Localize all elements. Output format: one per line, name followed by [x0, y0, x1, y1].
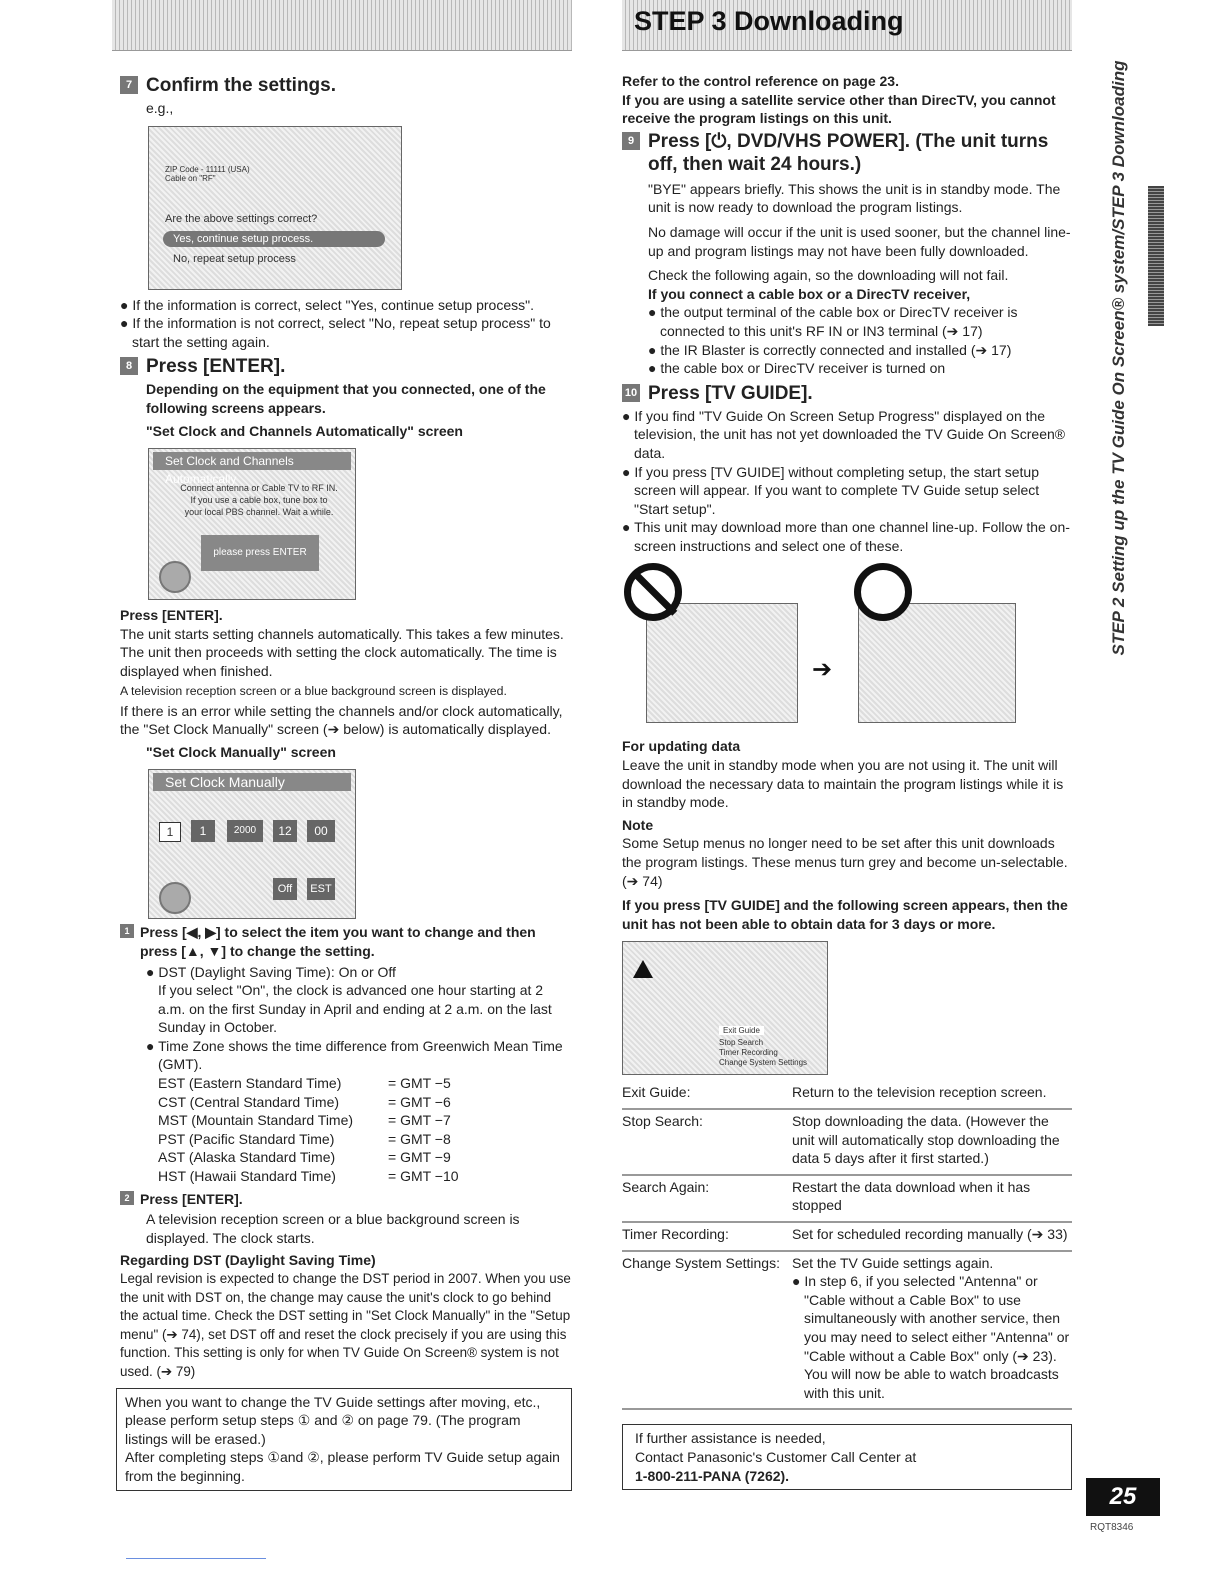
step10-bullet-2: ● If you press [TV GUIDE] without completing setup, the start setup screen will appear. If you want to complete TV Guide setup select "Start setup".: [622, 463, 1040, 517]
confirm-settings-screen: ZIP Code - 11111 (USA) Cable on "RF" Are the above settings correct? Yes, continue setup process. No, repeat setup process: [148, 126, 402, 290]
press-enter-label: Press [ENTER].: [120, 607, 223, 624]
arrow-right-icon: ➔: [812, 656, 833, 684]
substep2-paragraph: A television reception screen or a blue background screen is displayed. The clock starts.: [146, 1211, 520, 1246]
remote-dial-icon: [159, 882, 191, 914]
timezone-bullet: ● Time Zone shows the time difference from Greenwich Mean Time (GMT).: [146, 1037, 563, 1073]
timezone-name: EST (Eastern Standard Time): [158, 1075, 342, 1092]
substep1-heading: 1 Press [◀, ▶] to select the item you want to change and then press [▲, ▼] to change the setting.: [120, 923, 572, 960]
timezone-value: = GMT −9: [388, 1149, 451, 1166]
manual-clock-screen: Set Clock Manually 1 1 2000 12 00 Off EST: [148, 769, 356, 919]
step8-heading: 8 Press [ENTER].: [120, 355, 572, 378]
step10-marker: 10: [622, 384, 640, 402]
timezone-value: = GMT −6: [388, 1093, 451, 1110]
section-tab-marker: [1148, 186, 1164, 326]
step7-marker: 7: [120, 76, 138, 94]
cable-heading: If you connect a cable box or a DirecTV receiver,: [648, 285, 971, 302]
step7-heading: 7 Confirm the settings.: [120, 74, 572, 97]
dst-regarding-text: Legal revision is expected to change the DST period in 2007. When you use the unit with DST on, the change may cause the unit's clock to go behind the actual time. Check the DST setting in "Set Clock Manually" in the "Setup menu" (➔ 74), set DST off and reset the clock precisely if you are using this function. This setting is only for when TV Guide On Screen® system is not used. (➔ 79): [120, 1271, 571, 1379]
damage-paragraph: No damage will occur if the unit is used sooner, but the channel line-up and program listings may not have been fully downloaded.: [648, 223, 1071, 259]
satellite-warning: If you are using a satellite service other than DirecTV, you cannot receive the program listings on this unit.: [622, 91, 1056, 127]
please-press-enter-box: please press ENTER: [201, 535, 319, 571]
timezone-name: HST (Hawaii Standard Time): [158, 1168, 336, 1185]
table-row: Timer Recording: Set for scheduled recording manually (➔ 33): [622, 1222, 1072, 1251]
footer-rule: [126, 1558, 266, 1559]
cable-bullet-1: ● the output terminal of the cable box or DirecTV receiver is connected to this unit's RF IN or IN3 terminal (➔ 17): [648, 304, 1018, 339]
dst-paragraph: If you select "On", the clock is advanced one hour starting at 2 a.m. on the first Sunday in April and ending at 2 a.m. on the last Sunday in October.: [158, 982, 552, 1036]
step10-bullet-3: ● This unit may download more than one channel line-up. Follow the on-screen instructions and select one of these.: [622, 519, 1070, 554]
cable-bullet-2: ● the IR Blaster is correctly connected and installed (➔ 17): [648, 341, 1012, 358]
manual-screen-heading: "Set Clock Manually" screen: [146, 743, 336, 760]
comparison-screens: [622, 563, 1072, 733]
step8-subtitle: Depending on the equipment that you connected, one of the following screens appears.: [146, 381, 546, 416]
incorrect-screen: [646, 603, 798, 723]
table-row: Stop Search: Stop downloading the data. (However the unit will automatically stop downloading the data 5 days after it first started.): [622, 1109, 1072, 1175]
table-row: Change System Settings: Set the TV Guide settings again. ● In step 6, if you selected "Antenna" or "Cable without a Cable Box" to use simultaneously with another service, then you may need to select either "Antenna" or "Cable without a Cable Box" only (➔ 23). You will now be able to watch broadcasts with this unit.: [622, 1251, 1072, 1410]
timezone-name: CST (Central Standard Time): [158, 1093, 340, 1110]
timezone-value: = GMT −8: [388, 1130, 451, 1147]
step10-bullet-1: ● If you find "TV Guide On Screen Setup Progress" displayed on the television, the unit has not yet downloaded the TV Guide On Screen® data.: [622, 407, 1066, 461]
prohibited-icon: [624, 563, 682, 621]
moving-note-box: When you want to change the TV Guide settings after moving, etc., please perform setup steps ① and ② on page 79. (The program listings will be erased.) After completing steps ①and ②, please perform TV Guide setup again from the beginning.: [116, 1388, 572, 1491]
auto-screen-heading: "Set Clock and Channels Automatically" screen: [146, 422, 463, 439]
side-section-label: STEP 2 Setting up the TV Guide On Screen® system/STEP 3 Downloading: [1109, 60, 1128, 656]
dst-regarding-heading: Regarding DST (Daylight Saving Time): [120, 1252, 376, 1269]
auto-paragraph-3: If there is an error while setting the channels and/or clock automatically, the "Set Clock Manually" screen (➔ below) is automatically displayed.: [120, 702, 563, 738]
model-number: RQT8346: [1090, 1522, 1134, 1533]
step7-bullet-2: ● If the information is not correct, select "No, repeat setup process" to start the setting again.: [120, 315, 551, 350]
eg-label: e.g.,: [146, 100, 174, 116]
auto-setup-screen: Set Clock and Channels Automatically Connect antenna or Cable TV to RF IN. If you use a cable box, tune box to your local PBS channel. Wait a while. please press ENTER: [148, 448, 356, 600]
timezone-name: MST (Mountain Standard Time): [158, 1112, 354, 1129]
step10-heading: 10 Press [TV GUIDE].: [622, 382, 1072, 405]
correct-screen: [858, 603, 1016, 723]
tvguide-warning-heading: If you press [TV GUIDE] and the following screen appears, then the unit has not been able to obtain data for 3 days or more.: [622, 897, 1068, 932]
left-column: [120, 72, 572, 1491]
warning-icon: [633, 960, 653, 978]
control-reference: Refer to the control reference on page 23.: [622, 73, 899, 89]
menu-item: Timer Recording: [719, 1048, 778, 1058]
note-text: Some Setup menus no longer need to be set after this unit downloads the program listings. These menus turn grey and become un-selectable. (➔ 74): [622, 835, 1068, 889]
phone-number: 1-800-211-PANA (7262).: [635, 1467, 790, 1484]
yes-option: Yes, continue setup process.: [163, 231, 385, 247]
tvguide-menu-screen: [622, 941, 828, 1075]
auto-paragraph-2: A television reception screen or a blue background screen is displayed.: [120, 683, 507, 698]
substep2-heading: 2 Press [ENTER].: [120, 1190, 572, 1209]
substep1-marker: 1: [120, 924, 134, 938]
header-bar-left: [112, 0, 572, 51]
check-paragraph: Check the following again, so the downloading will not fail.: [648, 267, 1009, 284]
table-row: Search Again: Restart the data download when it has stopped: [622, 1175, 1072, 1222]
menu-options-table: [622, 1081, 1072, 1410]
dst-bullet: ● DST (Daylight Saving Time): On or Off: [146, 963, 396, 980]
substep2-marker: 2: [120, 1191, 134, 1205]
timezone-value: = GMT −7: [388, 1112, 451, 1129]
auto-paragraph-1: The unit starts setting channels automatically. This takes a few minutes. The unit then proceeds with setting the clock automatically. The time is displayed when finished.: [120, 625, 564, 679]
no-option: No, repeat setup process: [173, 252, 296, 265]
step9-heading: 9 Press [⏻, DVD/VHS POWER]. (The unit turns off, then wait 24 hours.): [622, 130, 1072, 176]
menu-item: Change System Settings: [719, 1058, 808, 1068]
header-bar-right: [622, 0, 1072, 51]
assistance-box: If further assistance is needed, Contact Panasonic's Customer Call Center at 1-800-211-PANA (7262).: [622, 1424, 1072, 1490]
note-heading: Note: [622, 816, 654, 833]
step9-marker: 9: [622, 132, 640, 150]
bye-paragraph: "BYE" appears briefly. This shows the unit is in standby mode. The unit is now ready to download the program listings.: [648, 180, 1061, 216]
cable-bullet-3: ● the cable box or DirecTV receiver is turned on: [648, 360, 946, 377]
updating-heading: For updating data: [622, 738, 741, 755]
remote-dial-icon: [159, 561, 191, 593]
timezone-value: = GMT −10: [388, 1168, 459, 1185]
updating-text: Leave the unit in standby mode when you are not using it. The unit will download the necessary data to maintain the program listings while it is in standby mode.: [622, 757, 1064, 811]
right-column: [622, 72, 1072, 1490]
table-row: Exit Guide: Return to the television reception screen.: [622, 1081, 1072, 1109]
timezone-value: = GMT −5: [388, 1075, 451, 1092]
menu-item: Exit Guide: [719, 1026, 764, 1035]
timezone-list: [158, 1074, 572, 1186]
step8-marker: 8: [120, 357, 138, 375]
page-title: STEP 3 Downloading: [634, 6, 904, 36]
timezone-name: PST (Pacific Standard Time): [158, 1130, 335, 1147]
page-number: 25: [1086, 1478, 1160, 1516]
timezone-name: AST (Alaska Standard Time): [158, 1149, 336, 1166]
step7-bullet-1: ● If the information is correct, select "Yes, continue setup process".: [120, 296, 534, 313]
menu-item: Stop Search: [719, 1038, 764, 1048]
